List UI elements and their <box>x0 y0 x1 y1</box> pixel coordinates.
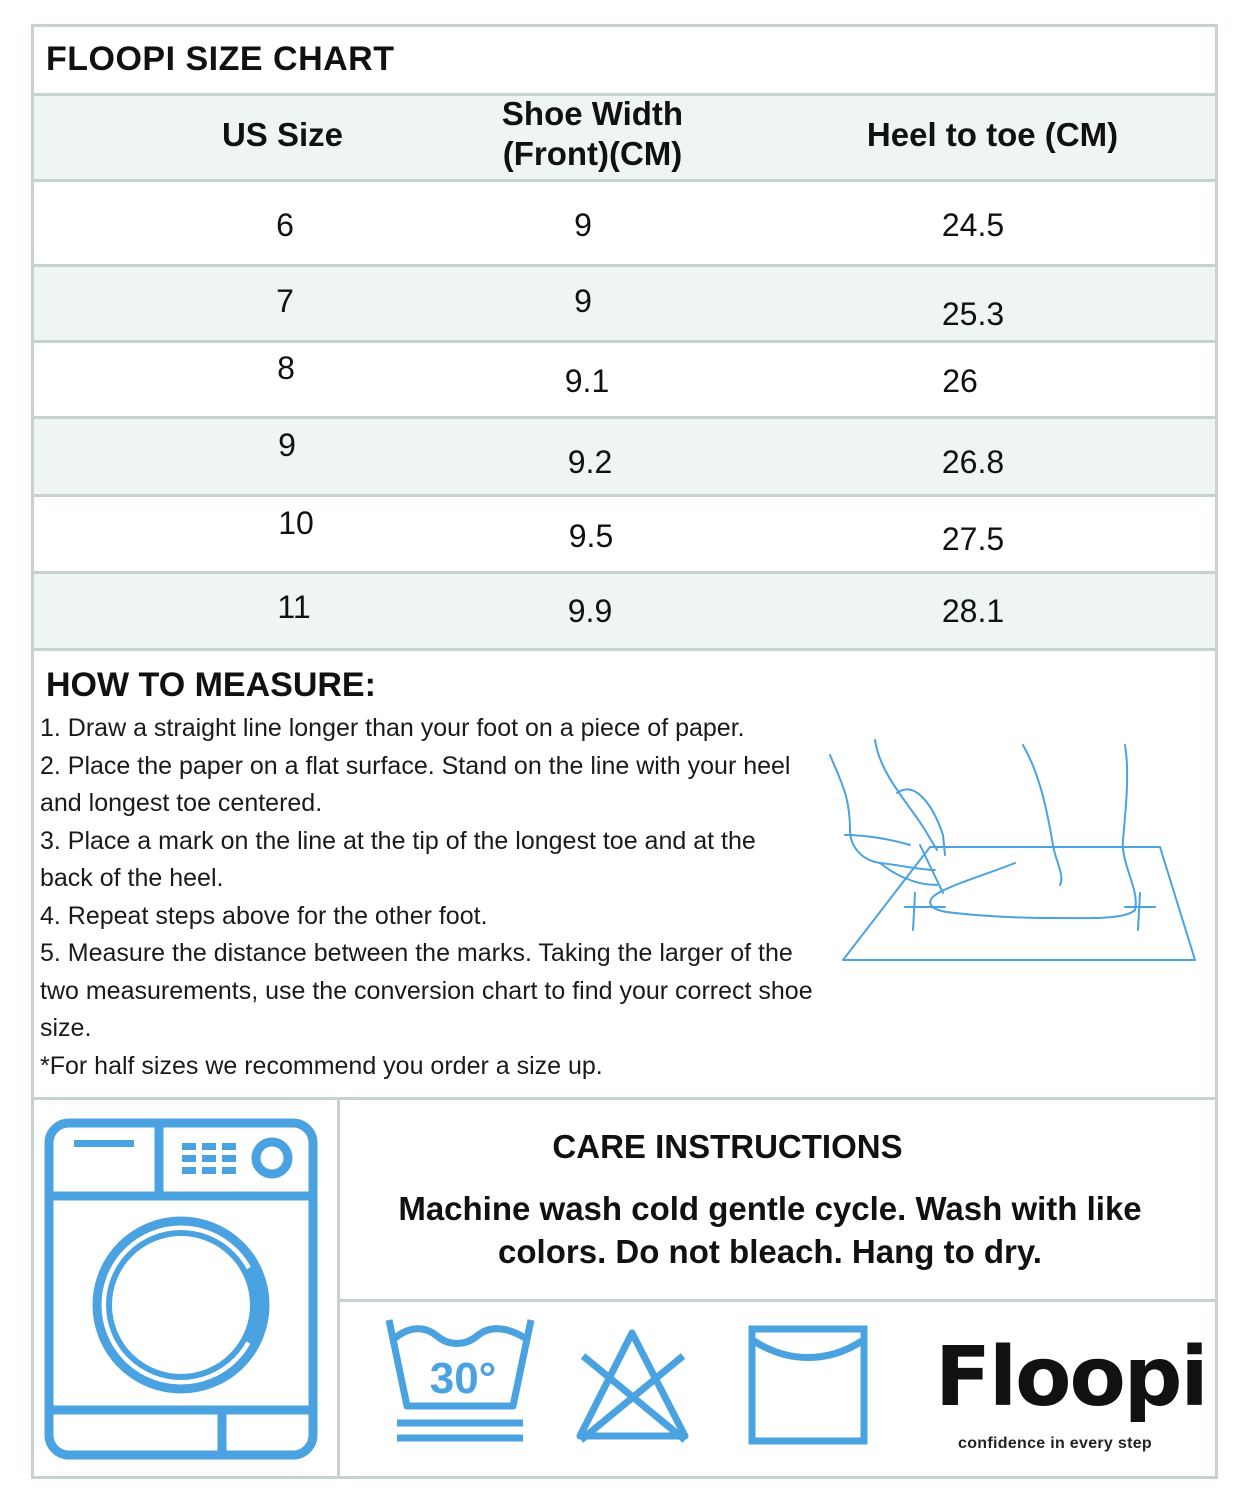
us-size-cell: 10 <box>278 505 314 541</box>
width-cell: 9.1 <box>564 363 610 399</box>
width-cell: 9 <box>574 207 592 243</box>
care-instructions-text: Machine wash cold gentle cycle. Wash with like colors. Do not bleach. Hang to dry. <box>398 1190 1142 1270</box>
wash-30-icon <box>385 1318 535 1448</box>
divider <box>31 494 1218 497</box>
width-cell: 9.9 <box>567 593 613 629</box>
divider <box>31 1097 1218 1100</box>
washing-machine-icon <box>44 1118 318 1460</box>
care-instructions-title: CARE INSTRUCTIONS <box>552 1128 903 1165</box>
wash-temp: 30° <box>429 1354 497 1403</box>
header-shoe-width <box>470 94 715 174</box>
heel-cell: 25.3 <box>941 296 1005 332</box>
heel-cell: 27.5 <box>941 521 1005 557</box>
heel-cell: 28.1 <box>941 593 1005 629</box>
us-size-cell: 7 <box>276 283 294 319</box>
step-4: 4. Repeat steps above for the other foot. <box>40 901 488 930</box>
width-cell: 9.5 <box>568 518 614 554</box>
divider <box>31 340 1218 343</box>
us-size-cell: 8 <box>277 350 295 386</box>
no-bleach-icon <box>575 1328 690 1443</box>
measure-steps <box>40 710 840 1085</box>
divider <box>31 648 1218 651</box>
foot-measuring-icon <box>825 735 1205 970</box>
header-shoe-width-line1: Shoe Width <box>501 95 684 132</box>
us-size-cell: 11 <box>277 589 311 625</box>
header-shoe-width-line2: (Front)(CM) <box>502 135 683 172</box>
line-dry-icon <box>748 1325 868 1445</box>
header-heel-to-toe: Heel to toe (CM) <box>866 116 1119 153</box>
divider <box>340 1299 1218 1302</box>
heel-cell: 24.5 <box>941 207 1005 243</box>
width-cell: 9 <box>574 283 592 319</box>
divider <box>31 179 1218 182</box>
chart-title: FLOOPI SIZE CHART <box>46 40 395 78</box>
us-size-cell: 9 <box>278 427 296 463</box>
brand-tagline: confidence in every step <box>958 1435 1152 1452</box>
step-note: *For half sizes we recommend you order a size up. <box>40 1051 603 1080</box>
width-cell: 9.2 <box>567 444 613 480</box>
header-us-size: US Size <box>221 116 344 153</box>
step-3: 3. Place a mark on the line at the tip of the longest toe and at the back of the heel. <box>40 826 756 892</box>
heel-cell: 26 <box>942 363 978 399</box>
heel-cell: 26.8 <box>941 444 1005 480</box>
step-1: 1. Draw a straight line longer than your foot on a piece of paper. <box>40 714 745 742</box>
brand-logo: Floopi <box>935 1330 1207 1425</box>
step-5: 5. Measure the distance between the marks. Taking the larger of the two measurements, use the conversion chart to find your correct shoe size. <box>40 939 813 1042</box>
us-size-cell: 6 <box>276 207 294 243</box>
step-2: 2. Place the paper on a flat surface. Stand on the line with your heel and longest toe centered. <box>40 751 791 817</box>
how-to-measure-title: HOW TO MEASURE: <box>46 666 376 704</box>
